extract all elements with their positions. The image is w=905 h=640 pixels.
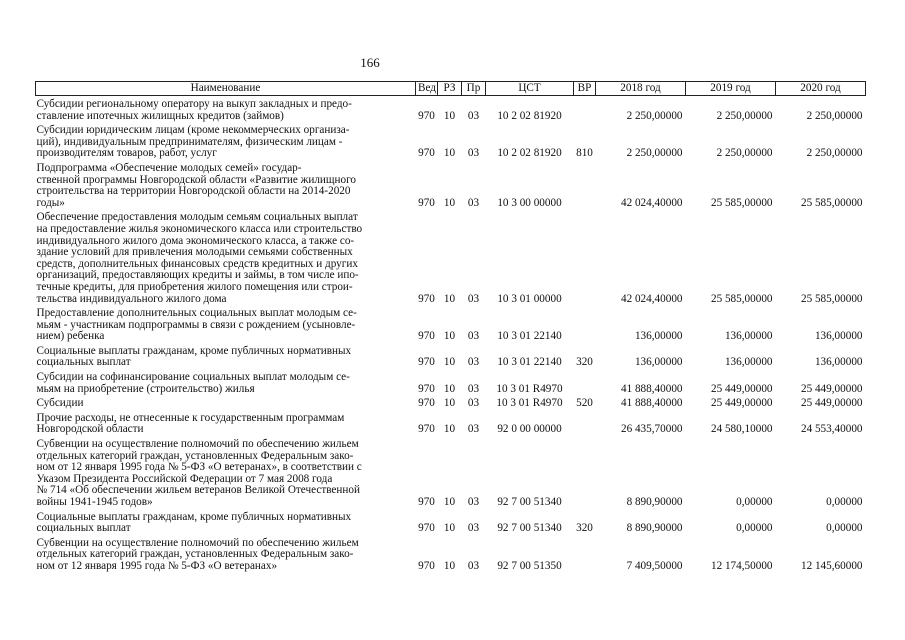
cell-2018: 2 250,00000 xyxy=(626,109,683,122)
cell-rz: 10 xyxy=(443,382,456,395)
cell-name: Обеспечение предоставления молодым семьям социальных выплат на предоставление жилья экономического класса или строительство индивидуального жилого дома экономического класса, а также со- здание условий для привлечения молодыми семьями собственных средств, дополнительных финансовых средств кредитных и других организаций, предоставляющих кредиты и займы, в том числе ипо- течные кредиты, для приобретения жилого помещения или строи- тельства индивидуального жилого дома xyxy=(36,211,363,305)
cell-rz: 10 xyxy=(443,559,456,572)
cell-vr xyxy=(574,96,596,123)
cell-ved: 970 xyxy=(418,330,435,343)
cell-vr: 320 xyxy=(576,356,593,369)
cell-ved: 970 xyxy=(418,196,435,209)
cell-name: Субвенции на осуществление полномочий по обеспечению жильем отдельных категорий граждан, установленных Федеральным зако- ном от 12 января 1995 года № 5-ФЗ «О ветеранах», в соответствии с Указом Президента Российской Федерации от 7 мая 2008 года № 714 «Об обеспечении жильем ветеранов Великой Отечественной войны 1941-1945 годов» xyxy=(36,438,362,508)
cell-2019: 0,00000 xyxy=(736,522,773,535)
cell-rz: 10 xyxy=(443,109,456,122)
cell-2018: 2 250,00000 xyxy=(626,147,683,160)
table-row xyxy=(36,122,866,160)
cell-name: Подпрограмма «Обеспечение молодых семей» государ- ственной программы Новгородской области «Развитие жилищного строительства на территории Новгородской области на 2014-2020 годы» xyxy=(36,161,356,209)
cell-2018: 42 024,40000 xyxy=(620,196,683,209)
cell-2020: 136,00000 xyxy=(814,330,863,343)
header-pr: Пр xyxy=(462,82,486,96)
cell-pr: 03 xyxy=(467,147,480,160)
cell-2020: 25 449,00000 xyxy=(800,397,863,410)
cell-2019: 25 449,00000 xyxy=(710,397,773,410)
cell-pr: 03 xyxy=(467,559,480,572)
cell-rz: 10 xyxy=(443,496,456,508)
table-row xyxy=(36,436,866,509)
cell-2018: 136,00000 xyxy=(634,330,683,343)
cell-2019: 136,00000 xyxy=(724,356,773,369)
table-row xyxy=(36,509,866,535)
cell-cst: 92 0 00 00000 xyxy=(497,423,562,436)
cell-vr: 320 xyxy=(576,522,593,535)
cell-2018: 136,00000 xyxy=(634,356,683,369)
cell-cst: 10 3 00 00000 xyxy=(497,196,562,209)
table-row xyxy=(36,410,866,436)
cell-ved: 970 xyxy=(418,356,435,369)
cell-vr: 520 xyxy=(576,397,593,410)
cell-cst: 92 7 00 51340 xyxy=(497,522,562,535)
cell-vr xyxy=(574,305,596,343)
cell-2018: 42 024,40000 xyxy=(620,292,683,305)
cell-rz: 10 xyxy=(443,356,456,369)
cell-2018: 41 888,40000 xyxy=(620,397,683,410)
cell-2019: 25 585,00000 xyxy=(710,292,773,305)
cell-2019: 12 174,50000 xyxy=(710,559,773,572)
cell-2020: 2 250,00000 xyxy=(806,147,863,160)
cell-pr: 03 xyxy=(467,356,480,369)
cell-pr: 03 xyxy=(467,292,480,305)
cell-cst: 92 7 00 51350 xyxy=(497,559,562,572)
cell-vr xyxy=(574,410,596,436)
cell-2019: 136,00000 xyxy=(724,330,773,343)
cell-rz: 10 xyxy=(443,423,456,436)
header-2020: 2020 год xyxy=(776,82,866,96)
cell-name: Социальные выплаты гражданам, кроме публичных нормативных социальных выплат xyxy=(36,344,352,369)
cell-cst: 10 2 02 81920 xyxy=(497,147,562,160)
cell-rz: 10 xyxy=(443,196,456,209)
cell-rz: 10 xyxy=(443,330,456,343)
cell-pr: 03 xyxy=(467,397,480,410)
header-2019: 2019 год xyxy=(686,82,776,96)
cell-rz: 10 xyxy=(443,147,456,160)
cell-2020: 25 449,00000 xyxy=(800,382,863,395)
cell-vr xyxy=(574,535,596,573)
cell-pr: 03 xyxy=(467,196,480,209)
table-row xyxy=(36,160,866,209)
cell-name: Субсидии xyxy=(36,397,84,410)
cell-pr: 03 xyxy=(467,423,480,436)
cell-ved: 970 xyxy=(418,496,435,508)
cell-2020: 24 553,40000 xyxy=(800,423,863,436)
cell-name: Субсидии региональному оператору на выкуп закладных и предо- ставление ипотечных жилищных кредитов (займов) xyxy=(36,98,352,122)
header-cst: ЦСТ xyxy=(486,82,574,96)
cell-vr xyxy=(574,160,596,209)
cell-ved: 970 xyxy=(418,522,435,535)
cell-rz: 10 xyxy=(443,397,456,410)
cell-2018: 41 888,40000 xyxy=(620,382,683,395)
cell-2019: 25 449,00000 xyxy=(710,382,773,395)
cell-cst: 10 3 01 R4970 xyxy=(496,397,563,410)
cell-rz: 10 xyxy=(443,522,456,535)
table-row xyxy=(36,209,866,305)
cell-ved: 970 xyxy=(418,382,435,395)
header-2018: 2018 год xyxy=(596,82,686,96)
cell-2018: 26 435,70000 xyxy=(620,423,683,436)
cell-2019: 2 250,00000 xyxy=(716,147,773,160)
cell-pr: 03 xyxy=(467,382,480,395)
cell-name: Субвенции на осуществление полномочий по обеспечению жильем отдельных категорий граждан, установленных Федеральным зако- ном от 12 января 1995 года № 5-ФЗ «О ветеранах» xyxy=(36,536,359,572)
cell-cst: 10 3 01 00000 xyxy=(497,292,562,305)
cell-ved: 970 xyxy=(418,423,435,436)
table-row xyxy=(36,535,866,573)
cell-cst: 92 7 00 51340 xyxy=(497,496,562,508)
cell-2020: 136,00000 xyxy=(814,356,863,369)
cell-2020: 0,00000 xyxy=(826,522,863,535)
cell-2020: 25 585,00000 xyxy=(800,292,863,305)
cell-2020: 12 145,60000 xyxy=(800,559,863,572)
cell-vr xyxy=(574,209,596,305)
cell-cst: 10 3 01 22140 xyxy=(497,330,562,343)
cell-ved: 970 xyxy=(418,559,435,572)
table-row xyxy=(36,343,866,369)
cell-ved: 970 xyxy=(418,109,435,122)
cell-pr: 03 xyxy=(467,330,480,343)
cell-2018: 8 890,90000 xyxy=(626,522,683,535)
table-body xyxy=(36,96,866,573)
cell-cst: 10 2 02 81920 xyxy=(497,109,562,122)
cell-ved: 970 xyxy=(418,397,435,410)
table-row xyxy=(36,369,866,395)
cell-name: Субсидии на софинансирование социальных выплат молодым се- мьям на приобретение (строительство) жилья xyxy=(36,371,350,395)
cell-name: Прочие расходы, не отнесенные к государственным программам Новгородской области xyxy=(36,411,345,436)
cell-pr: 03 xyxy=(467,109,480,122)
cell-pr: 03 xyxy=(467,522,480,535)
cell-2019: 2 250,00000 xyxy=(716,109,773,122)
cell-ved: 970 xyxy=(418,147,435,160)
cell-name: Социальные выплаты гражданам, кроме публичных нормативных социальных выплат xyxy=(36,510,352,535)
budget-table xyxy=(35,81,866,573)
cell-name: Субсидии юридическим лицам (кроме некоммерческих организа- ций), индивидуальным предпринимателям, физическим лицам - производителям товаров, работ, услуг xyxy=(36,124,350,160)
cell-ved: 970 xyxy=(418,292,435,305)
cell-vr xyxy=(574,369,596,395)
cell-rz: 10 xyxy=(443,292,456,305)
cell-vr xyxy=(574,436,596,509)
cell-2019: 25 585,00000 xyxy=(710,196,773,209)
cell-2020: 2 250,00000 xyxy=(806,109,863,122)
cell-2020: 0,00000 xyxy=(826,496,863,508)
header-ved: Вед xyxy=(416,82,438,96)
cell-pr: 03 xyxy=(467,496,480,508)
cell-cst: 10 3 01 R4970 xyxy=(496,382,563,395)
cell-vr: 810 xyxy=(576,147,593,160)
table-row xyxy=(36,305,866,343)
cell-cst: 10 3 01 22140 xyxy=(497,356,562,369)
cell-2018: 8 890,90000 xyxy=(626,496,683,508)
cell-name: Предоставление дополнительных социальных выплат молодым се- мьям - участникам подпрограммы в связи с рождением (усыновле- нием) ребенка xyxy=(36,307,357,343)
header-name: Наименование xyxy=(36,82,416,96)
table-row xyxy=(36,96,866,123)
table-header-row xyxy=(36,82,866,96)
cell-2019: 0,00000 xyxy=(736,496,773,508)
header-rz: РЗ xyxy=(438,82,462,96)
page-number: 166 xyxy=(360,55,380,70)
cell-2019: 24 580,10000 xyxy=(710,423,773,436)
cell-2020: 25 585,00000 xyxy=(800,196,863,209)
cell-2018: 7 409,50000 xyxy=(626,559,683,572)
table-row xyxy=(36,395,866,410)
header-vr: ВР xyxy=(574,82,596,96)
